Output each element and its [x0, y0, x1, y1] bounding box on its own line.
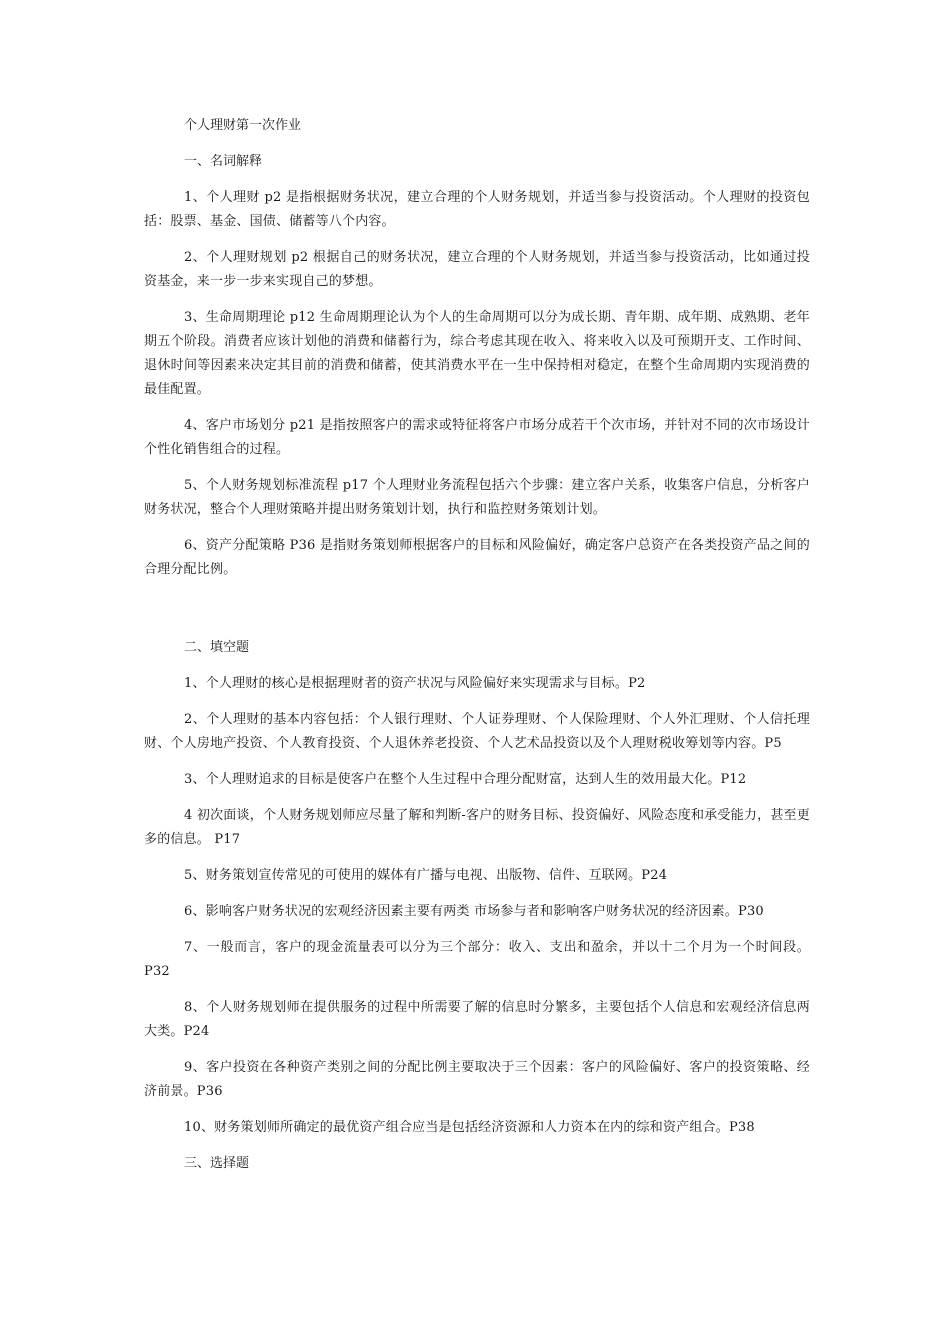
document-body [144, 114, 810, 1188]
document-title: 个人理财第一次作业 [184, 118, 302, 133]
fill-item-7: 7、一般而言，客户的现金流量表可以分为三个部分：收入、支出和盈余，并以十二个月为一个时间段。P32 [144, 940, 810, 979]
fill-item-9: 9、客户投资在各种资产类别之间的分配比例主要取决于三个因素：客户的风险偏好、客户的投资策略、经济前景。P36 [144, 1060, 810, 1099]
term-item-1: 1、个人理财 p2 是指根据财务状况，建立合理的个人财务规划，并适当参与投资活动。个人理财的投资包括：股票、基金、国债、储蓄等八个内容。 [144, 190, 810, 229]
fill-item-10: 10、财务策划师所确定的最优资产组合应当是包括经济资源和人力资本在内的综和资产组合。P38 [184, 1120, 755, 1135]
term-item-2: 2、个人理财规划 p2 根据自己的财务状况，建立合理的个人财务规划，并适当参与投资活动，比如通过投资基金，来一步一步来实现自己的梦想。 [144, 250, 810, 289]
fill-item-5: 5、财务策划宣传常见的可使用的媒体有广播与电视、出版物、信件、互联网。P24 [184, 868, 668, 883]
term-item-4: 4、客户市场划分 p21 是指按照客户的需求或特征将客户市场分成若干个次市场，并针对不同的次市场设计个性化销售组合的过程。 [144, 418, 810, 457]
term-item-6: 6、资产分配策略 P36 是指财务策划师根据客户的目标和风险偏好，确定客户总资产在各类投资产品之间的合理分配比例。 [144, 538, 810, 577]
section-spacer [144, 594, 810, 636]
section-heading-choice: 三、选择题 [184, 1156, 250, 1171]
fill-item-2: 2、个人理财的基本内容包括：个人银行理财、个人证券理财、个人保险理财、个人外汇理财、个人信托理财、个人房地产投资、个人教育投资、个人退休养老投资、个人艺术品投资以及个人理财税收筹划等内容。P5 [144, 712, 810, 751]
fill-item-3: 3、个人理财追求的目标是使客户在整个人生过程中合理分配财富，达到人生的效用最大化。P12 [184, 772, 747, 787]
term-item-5: 5、个人财务规划标准流程 p17 个人理财业务流程包括六个步骤：建立客户关系，收集客户信息，分析客户财务状况，整合个人理财策略并提出财务策划计划，执行和监控财务策划计划。 [144, 478, 810, 517]
section-heading-terms: 一、名词解释 [184, 154, 263, 169]
fill-item-8: 8、个人财务规划师在提供服务的过程中所需要了解的信息时分繁多，主要包括个人信息和宏观经济信息两大类。P24 [144, 1000, 810, 1039]
section-heading-fill-blank: 二、填空题 [184, 640, 250, 655]
fill-item-1: 1、个人理财的核心是根据理财者的资产状况与风险偏好来实现需求与目标。P2 [184, 676, 646, 691]
fill-item-4: 4 初次面谈，个人财务规划师应尽量了解和判断-客户的财务目标、投资偏好、风险态度和承受能力，甚至更多的信息。 P17 [144, 808, 810, 847]
term-item-3: 3、生命周期理论 p12 生命周期理论认为个人的生命周期可以分为成长期、青年期、成年期、成熟期、老年期五个阶段。消费者应该计划他的消费和储蓄行为，综合考虑其现在收入、将来收入以及可预期开支、工作时间、退休时间等因素来决定其目前的消费和储蓄，使其消费水平在一生中保持相对稳定，在整个生命周期内实现消费的最佳配置。 [144, 310, 810, 397]
fill-item-6: 6、影响客户财务状况的宏观经济因素主要有两类 市场参与者和影响客户财务状况的经济因素。P30 [184, 904, 764, 919]
